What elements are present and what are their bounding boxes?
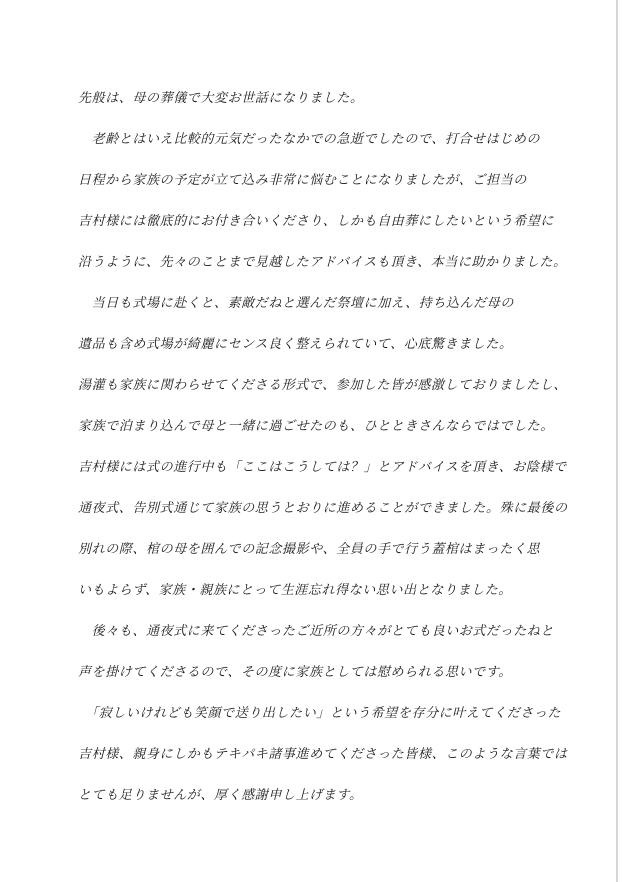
letter-line: 遺品も含め式場が綺麗にセンス良く整えられていて、心底驚きました。 [78,337,513,352]
letter-line: 声を掛けてくださるので、その度に家族としては慰められる思いです。 [78,665,512,680]
letter-line: 先般は、母の葬儀で大変お世話になりました。 [78,91,364,106]
letter-line: 吉村様には式の進行中も「ここはこうしては？」とアドバイスを頂き、お陰様で [78,460,567,475]
letter-line: 後々も、通夜式に来てくださったご近所の方々がとても良いお式だったねと [78,624,555,639]
letter-line: 家族で泊まり込んで母と一緒に過ごせたのも、ひとときさんならではでした。 [78,419,554,434]
letter-line: 吉村様には徹底的にお付き合いくださり、しかも自由葬にしたいという希望に [78,214,555,229]
handwritten-letter [78,78,578,816]
page-edge-divider [616,0,618,882]
letter-line: 「寂しいけれども笑顔で送り出したい」という希望を存分に叶えてくださった [78,706,562,721]
letter-line: 湯灌も家族に関わらせてくださる形式で、参加した皆が感激しておりましたし、 [78,378,567,393]
letter-line: とても足りませんが、厚く感謝申し上げます。 [78,788,363,803]
letter-line: 別れの際、棺の母を囲んでの記念撮影や、全員の手で行う蓋棺はまったく思 [78,542,541,557]
letter-line: 沿うように、先々のことまで見越したアドバイスも頂き、本当に助かりました。 [78,255,567,270]
letter-line: 吉村様、親身にしかもテキパキ諸事進めてくださった皆様、このような言葉では [78,747,568,762]
letter-line: 通夜式、告別式通じて家族の思うとおりに進めることができました。殊に最後の [78,501,568,516]
letter-line: 当日も式場に赴くと、素敵だねと選んだ祭壇に加え、持ち込んだ母の [78,296,514,311]
letter-line: 老齢とはいえ比較的元気だったなかでの急逝でしたので、打合せはじめの [78,132,541,147]
letter-line: 日程から家族の予定が立て込み非常に悩むことになりましたが、ご担当の [78,173,527,188]
letter-line: いもよらず、家族・親族にとって生涯忘れ得ない思い出となりました。 [78,583,512,598]
